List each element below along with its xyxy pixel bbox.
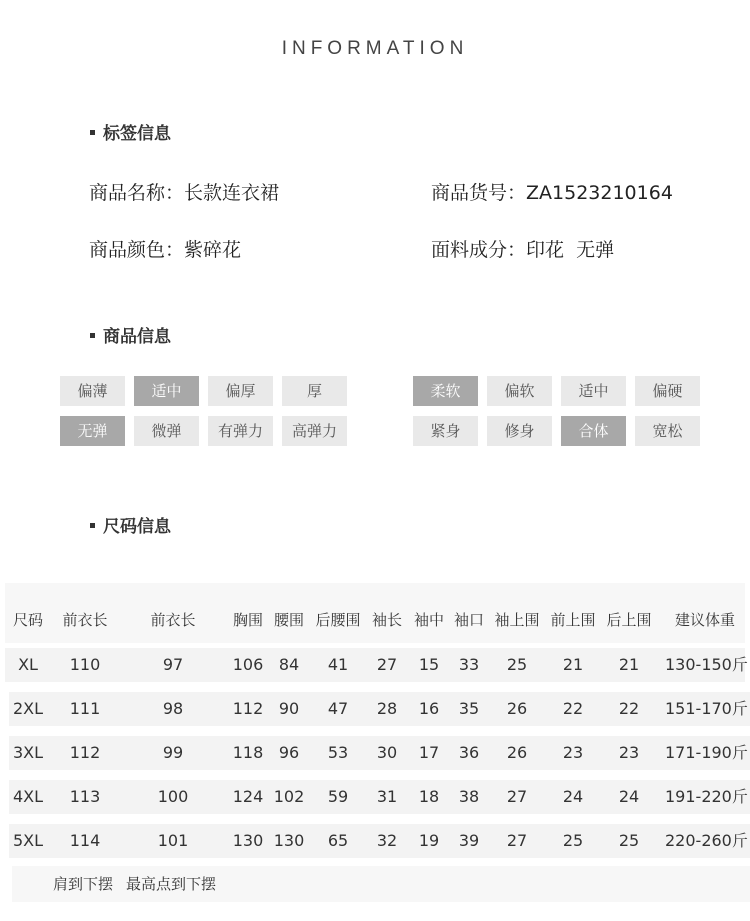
page-title: INFORMATION [281,38,469,59]
table-cell: 26 [506,743,528,762]
softness-fit-tag-8: 宽松 [635,416,700,446]
table-cell: 32 [376,831,398,850]
table-cell: 96 [278,743,300,762]
table-cell: 26 [506,699,528,718]
product-name-row [89,178,279,205]
table-cell: 112 [232,699,264,718]
table-cell: 98 [162,699,184,718]
square-bullet-icon [90,130,95,135]
table-header-cell: 袖长 [371,611,402,629]
table-cell: 31 [376,787,398,806]
table-cell: 22 [562,699,584,718]
table-cell: 30 [376,743,398,762]
table-header-cell: 前衣长 [150,611,196,629]
table-header-row [5,603,745,637]
table-header-cell: 后腰围 [315,611,361,629]
table-cell: 99 [162,743,184,762]
table-cell: 24 [618,787,640,806]
product-sku-label: 商品货号： [431,182,527,204]
table-cell: 124 [232,787,264,806]
square-bullet-icon [90,333,95,338]
table-cell: 17 [418,743,440,762]
thickness-elasticity-tag-4: 厚 [282,376,347,406]
table-header-cell: 建议体重 [674,611,735,629]
table-cell: 130 [232,831,264,850]
table-header-cell: 袖口 [453,611,484,629]
table-row [5,648,748,682]
table-cell: 2XL [12,699,44,718]
table-cell: 130 [273,831,305,850]
table-header-cell: 尺码 [12,611,43,629]
table-header-cell: 前上围 [550,611,596,629]
table-cell: 22 [618,699,640,718]
table-cell: 21 [618,655,640,674]
table-cell: 53 [327,743,349,762]
table-cell: 35 [458,699,480,718]
table-cell: 59 [327,787,349,806]
table-cell: 113 [69,787,101,806]
table-cell: 39 [458,831,480,850]
table-cell: 101 [157,831,189,850]
measurement-notes [12,866,750,902]
table-cell: 23 [562,743,584,762]
thickness-elasticity-tag-1: 偏薄 [60,376,125,406]
product-fabric-row [431,235,614,262]
table-cell: 19 [418,831,440,850]
softness-fit-tag-5: 紧身 [413,416,478,446]
table-cell: 106 [232,655,264,674]
table-header-cell: 腰围 [273,611,304,629]
product-color-row [89,235,241,262]
product-sku-value: ZA1523210164 [526,182,673,204]
product-name-label: 商品名称： [89,182,185,204]
table-cell: 130-150斤 [665,655,748,674]
table-cell: 27 [376,655,398,674]
table-cell: 5XL [12,831,44,850]
table-cell: 38 [458,787,480,806]
note-highest-point-to-hem: 最高点到下摆 [126,875,217,893]
table-cell: 24 [562,787,584,806]
table-cell: 18 [418,787,440,806]
table-cell: 102 [273,787,305,806]
table-cell: 97 [162,655,184,674]
table-cell: XL [18,655,38,674]
table-cell: 220-260斤 [665,831,748,850]
table-cell: 33 [458,655,480,674]
section-heading-text: 商品信息 [103,327,171,347]
section-heading-product-info [90,322,171,347]
table-row [5,780,748,814]
thickness-elasticity-tag-7: 有弹力 [208,416,273,446]
thickness-elasticity-tag-8: 高弹力 [282,416,347,446]
table-cell: 171-190斤 [665,743,748,762]
table-cell: 111 [69,699,101,718]
thickness-elasticity-tag-2: 适中 [134,376,199,406]
table-header-cell: 袖中 [413,611,444,629]
table-cell: 65 [327,831,349,850]
thickness-elasticity-tag-5: 无弹 [60,416,125,446]
table-cell: 25 [562,831,584,850]
product-color-label: 商品颜色： [89,239,185,261]
softness-fit-tag-1: 柔软 [413,376,478,406]
table-cell: 23 [618,743,640,762]
table-cell: 100 [157,787,189,806]
table-cell: 25 [618,831,640,850]
table-cell: 16 [418,699,440,718]
product-fabric-label: 面料成分： [431,239,527,261]
product-fabric-value: 印花 无弹 [526,239,615,261]
section-heading-text: 标签信息 [103,124,171,144]
table-cell: 90 [278,699,300,718]
table-cell: 41 [327,655,349,674]
product-sku-row [431,178,673,205]
softness-fit-tag-4: 偏硬 [635,376,700,406]
table-cell: 27 [506,787,528,806]
table-cell: 114 [69,831,101,850]
table-row [5,824,748,858]
table-header-cell: 胸围 [232,611,263,629]
product-name-value: 长款连衣裙 [184,182,280,204]
softness-fit-tag-6: 修身 [487,416,552,446]
table-row [5,692,748,726]
section-heading-text: 尺码信息 [103,517,171,537]
table-cell: 21 [562,655,584,674]
section-heading-size-info [90,512,171,537]
table-header-cell: 前衣长 [62,611,108,629]
table-cell: 4XL [12,787,44,806]
table-header-cell: 后上围 [606,611,652,629]
note-shoulder-to-hem: 肩到下摆 [53,875,114,893]
table-cell: 47 [327,699,349,718]
product-color-value: 紫碎花 [184,239,242,261]
table-cell: 191-220斤 [665,787,748,806]
softness-fit-tag-3: 适中 [561,376,626,406]
table-cell: 151-170斤 [665,699,748,718]
thickness-elasticity-tag-6: 微弹 [134,416,199,446]
softness-fit-tag-2: 偏软 [487,376,552,406]
square-bullet-icon [90,523,95,528]
table-cell: 84 [278,655,300,674]
table-cell: 27 [506,831,528,850]
table-cell: 110 [69,655,101,674]
table-cell: 3XL [12,743,44,762]
table-cell: 15 [418,655,440,674]
table-cell: 25 [506,655,528,674]
table-cell: 36 [458,743,480,762]
table-cell: 118 [232,743,264,762]
section-heading-label-info [90,119,171,144]
table-cell: 112 [69,743,101,762]
table-row [5,736,748,770]
softness-fit-tag-7: 合体 [561,416,626,446]
table-header-cell: 袖上围 [494,611,540,629]
table-cell: 28 [376,699,398,718]
thickness-elasticity-tag-3: 偏厚 [208,376,273,406]
